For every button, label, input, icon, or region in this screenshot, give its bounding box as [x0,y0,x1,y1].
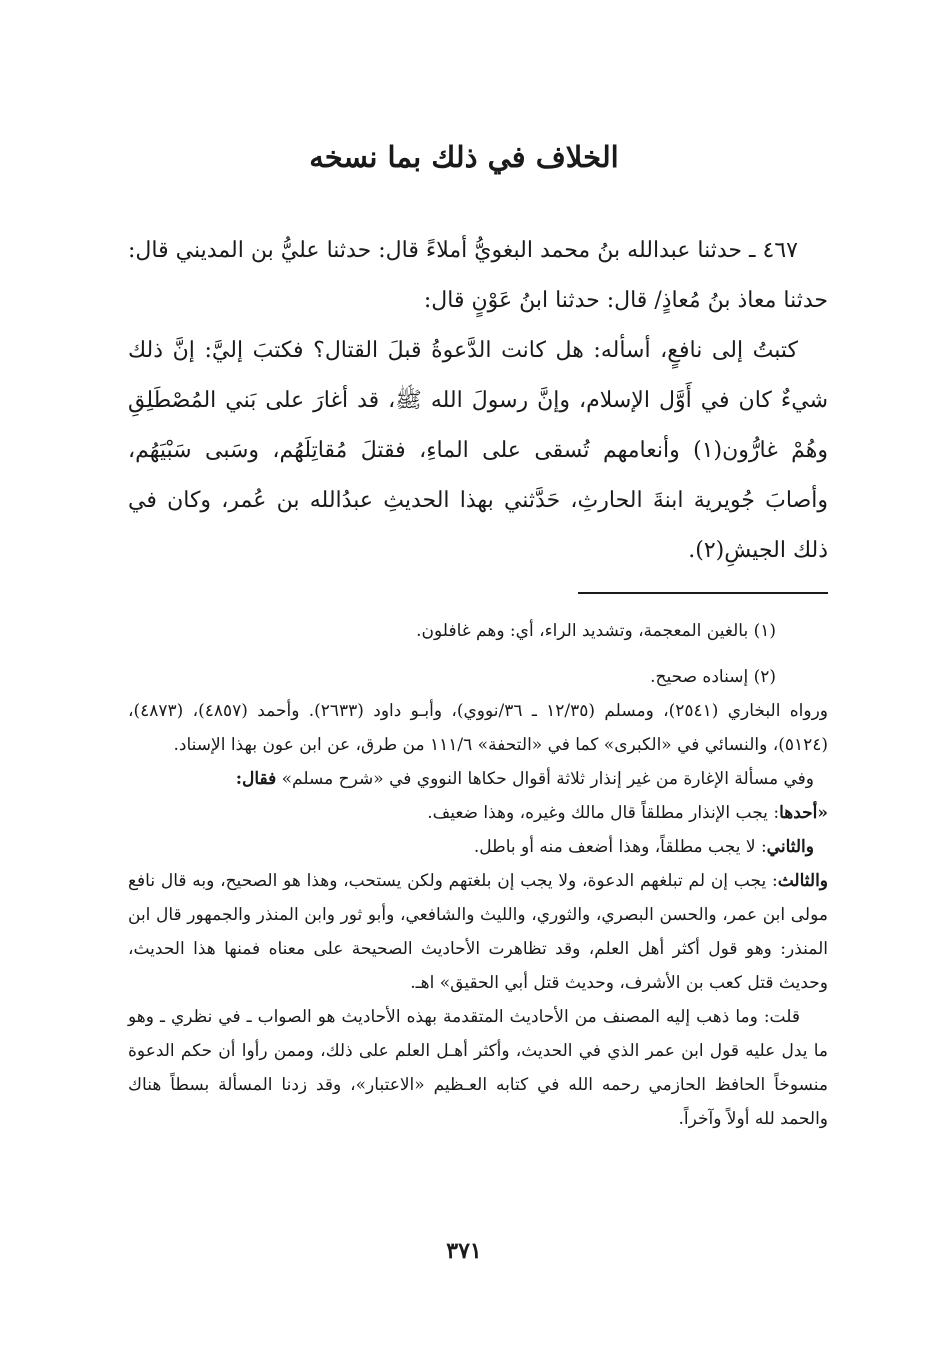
opinion-1-label: «أحدها [779,803,828,823]
opinion-2-label: والثاني [766,837,814,857]
footnote-2: (٢) إسناده صحيح. [650,667,776,687]
ighara-text: وفي مسألة الإغارة من غير إنذار ثلاثة أقوال حكاها النووي في «شرح مسلم» [276,769,814,789]
hadith-matn-paragraph: كتبتُ إلى نافعٍ، أسأله: هل كانت الدَّعوةُ قبلَ القتال؟ فكتبَ إليَّ: إنَّ ذلك شيءٌ كان في أَوَّل الإسلام، وإنَّ رسولَ الله ﷺ، قد أغارَ على بَني المُصْطَلِقِ وهُمْ غارُّون(١) وأنعامهم تُسقى على الماءِ، فقتلَ مُقاتِلَهُم، وسَبى سَبْيَهُم، وأصابَ جُويرية ابنةَ الحارثِ، حَدَّثني بهذا الحديثِ عبدُالله بن عُمر، وكان في ذلك الجيشِ(٢). [128,338,828,563]
footnote-2-ighara [128,762,828,796]
opinion-1-text: : يجب الإنذار مطلقاً قال مالك وغيره، وهذا ضعيف. [427,803,780,823]
opinion-3 [128,864,828,1000]
opinion-3-label: والثالث [777,871,828,891]
footnote-1: (١) بالغين المعجمة، وتشديد الراء، أي: وهم غافلون. [416,621,776,641]
opinion-2-text: : لا يجب مطلقاً، وهذا أضعف منه أو باطل. [473,837,767,857]
opinion-1 [128,796,828,830]
page-title: الخلاف في ذلك بما نسخه [309,140,619,174]
ighara-faqal: فقال: [235,769,277,789]
footnote-2-sources: ورواه البخاري (٢٥٤١)، ومسلم (١٢/٣٥ ـ ٣٦/نووي)، وأبـو داود (٢٦٣٣). وأحمد (٤٨٥٧)، (٤٨٧٣)، (٥١٢٤)، والنسائي في «الكبرى» كما في «التحفة» ١١١/٦ من طرق، عن ابن عون بهذا الإسناد. [128,701,828,755]
opinion-2 [128,830,828,864]
footnote-separator [578,592,828,594]
page-number: ٣٧١ [446,1238,482,1264]
opinion-3-text: : يجب إن لم تبلغهم الدعوة، ولا يجب إن بلغتهم ولكن يستحب، وهذا هو الصحيح، وبه قال نافع مولى ابن عمر، والحسن البصري، والثوري، والليث والشافعي، وأبو ثور وابن المنذر والجمهور قال ابن المنذر: وهو قول أكثر أهل العلم، وقد تظاهرت الأحاديث الصحيحة على معناه فمنها هذا الحديث، وحديث قتل كعب بن الأشرف، وحديث قتل أبي الحقيق» اهـ. [128,871,828,993]
footnotes [128,612,828,1136]
hadith-isnad-paragraph: ٤٦٧ ـ حدثنا عبدالله بنُ محمد البغويُّ أملاءً قال: حدثنا عليُّ بن المديني قال: حدثنا معاذ بنُ مُعاذٍ/ قال: حدثنا ابنُ عَوْنٍ قال: [128,238,828,313]
author-comment: قلت: وما ذهب إليه المصنف من الأحاديث المتقدمة بهذه الأحاديث هو الصواب ـ في نظري ـ وهو ما يدل عليه قول ابن عمر الذي في الحديث، وأكثر أهـل العلم على ذلك، وممن رأوا أن حكم الدعوة منسوخاً الحافظ الحازمي رحمه الله في كتابه العـظيم «الاعتبار»، وقد زدنا المسألة بسطاً هناك والحمد لله أولاً وآخراً. [128,1007,828,1129]
main-text [128,226,828,576]
